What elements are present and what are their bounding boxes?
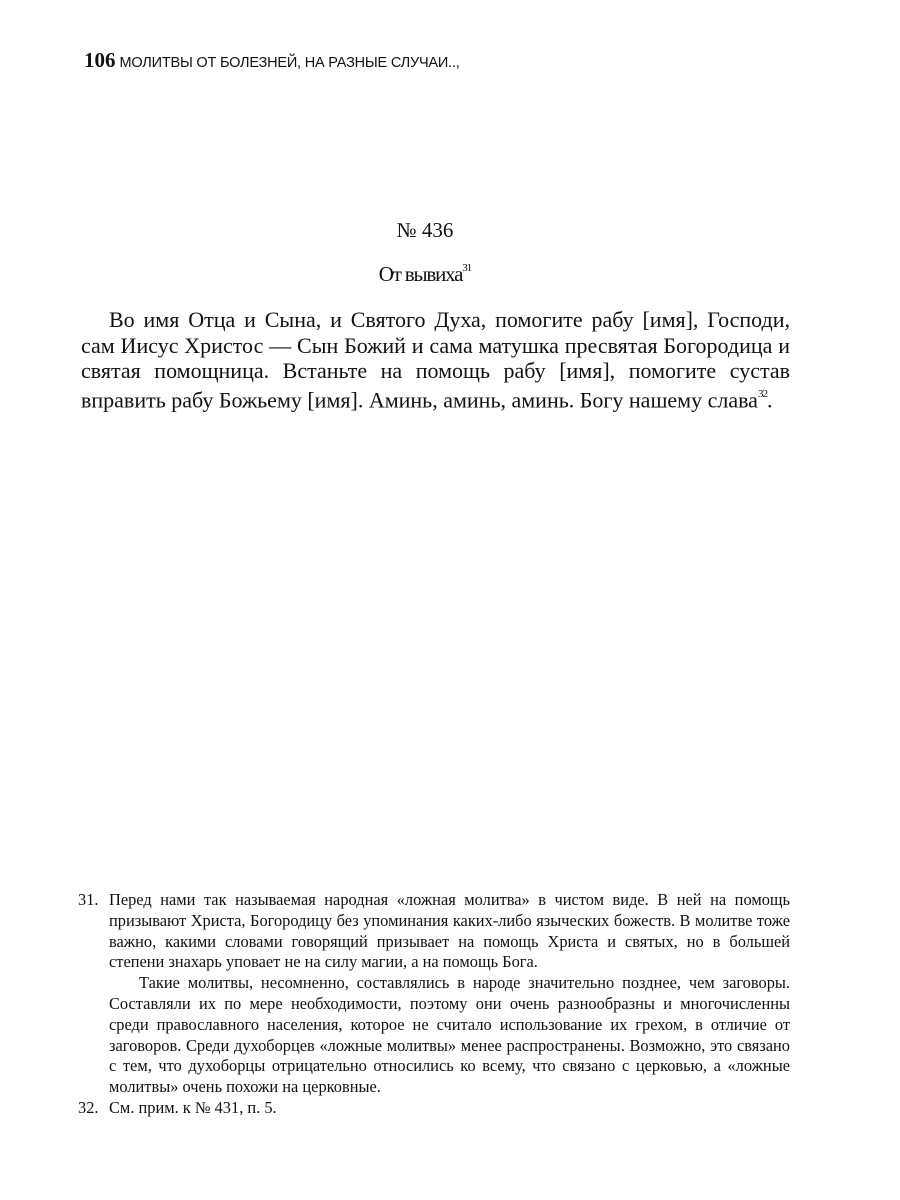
page-number: 106 [84,48,116,72]
footnote-paragraph: Такие молитвы, несомненно, составлялись в народе значительно позднее, чем заговоры. Составляли их по мере необходимости, поэтому они очень разнообразны и многочисленны среди православного населения, которое не считало использование их грехом, в отличие от заговоров. Среди духоборцев «ложные молитвы» менее распространены. Возможно, это связано с тем, что духоборцы отрицательно относились ко всему, что связано с церковью, а «ложные молитвы» очень похожи на церковные. [109,973,790,1097]
prayer-text [81,307,790,412]
footnote-32 [78,1098,790,1119]
footnote-31 [78,890,790,1098]
item-number: № 436 [396,218,454,242]
running-title: МОЛИТВЫ ОТ БОЛЕЗНЕЙ, НА РАЗНЫЕ СЛУЧАИ.., [119,55,460,71]
footnote-number: 32. [78,1097,99,1117]
running-head [84,48,460,73]
item-title-text: От вывиха [378,262,463,286]
footnote-paragraph: Перед нами так называемая народная «ложная молитва» в чистом виде. В ней на помощь призывают Христа, Богородицу без упоминания каких-либо языческих божеств. В молитве тоже важно, какими словами говорящий призывает на помощь Христа и святых, но в большей степени знахарь уповает не на силу магии, а на помощь Бога. [109,890,790,972]
footnote-ref-31[interactable]: 31 [462,262,472,274]
footnote-number: 31. [78,890,99,909]
footnote-paragraph: См. прим. к № 431, п. 5. [109,1097,277,1117]
footnote-ref-32[interactable]: 32 [757,387,767,400]
prayer-text-end: . [766,386,773,412]
item-title [0,262,850,287]
prayer-text-body: Во имя Отца и Сына, и Святого Духа, помогите рабу [имя], Господи, сам Иисус Христос — Сын Божий и сама матушка пресвятая Богородица и святая помощница. Встаньте на помощь рабу [имя], помогите сустав вправить рабу Божьему [имя]. Аминь, аминь, аминь. Богу нашему слава [81,307,790,412]
footnotes [78,890,790,1119]
